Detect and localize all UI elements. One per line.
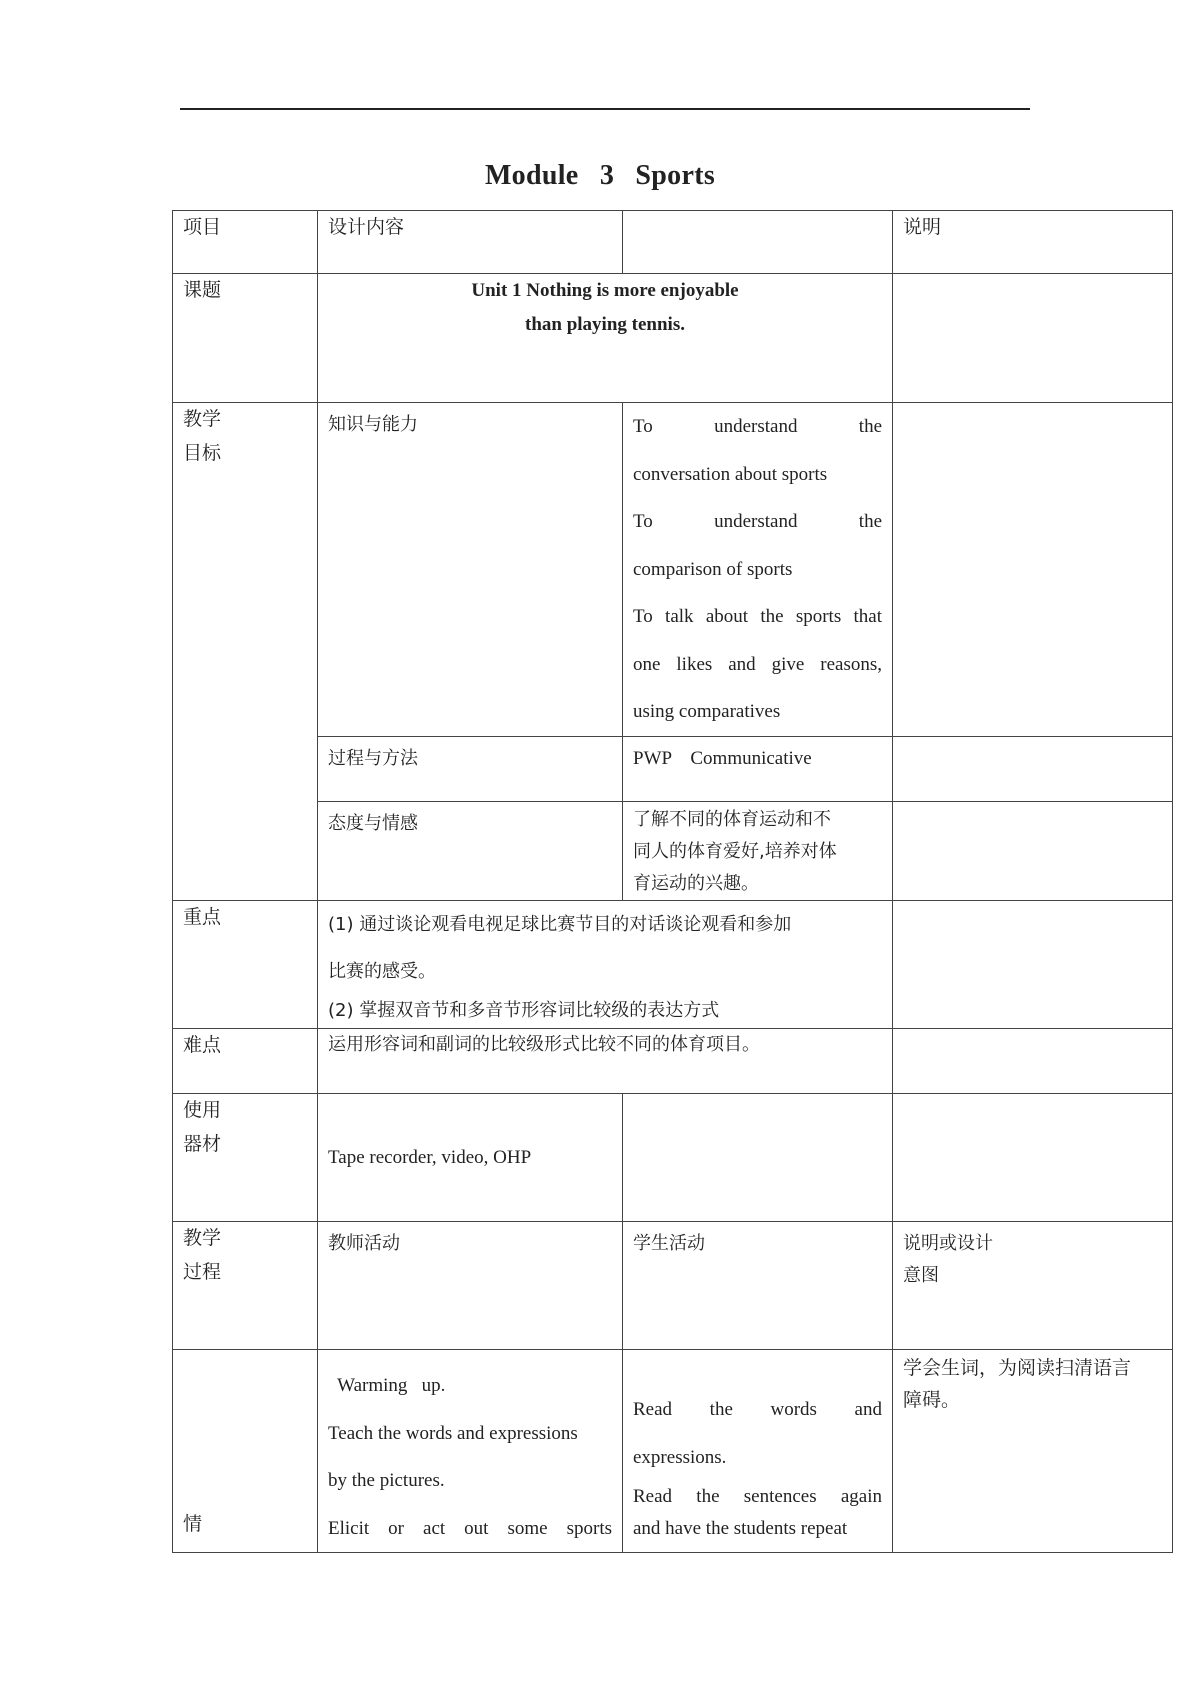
- equipment-empty: [623, 1094, 893, 1222]
- scenario-teacher-line: Warming up.: [328, 1375, 446, 1396]
- scenario-student: [623, 1350, 893, 1553]
- procedure-label-line-2: 过程: [183, 1262, 222, 1283]
- difficulty-content: [318, 1029, 893, 1094]
- knowledge-line: To talk about the sports that: [633, 606, 882, 627]
- equipment-value: Tape recorder, video, OHP: [328, 1146, 532, 1168]
- attitude-label-cell: [318, 802, 623, 901]
- knowledge-line: one likes and give reasons,: [633, 653, 882, 675]
- unit-title: [318, 274, 893, 403]
- key-point-line: (2) 掌握双音节和多音节形容词比较级的表达方式: [328, 1000, 720, 1021]
- document-title: Module 3 Sports: [484, 160, 716, 191]
- teacher-activity-cell: [318, 1222, 623, 1350]
- difficulty-value: 运用形容词和副词的比较级形式比较不同的体育项目。: [328, 1034, 760, 1055]
- procedure-label: [173, 1222, 318, 1350]
- design-notes-line: 意图: [903, 1265, 939, 1286]
- scenario-label: 情: [173, 1350, 318, 1553]
- procedure-row: [173, 1222, 1173, 1350]
- objectives-attitude-row: [173, 802, 1173, 901]
- objectives-knowledge-row: [173, 403, 1173, 737]
- scenario-teacher-line: Elicit or act out some sports: [328, 1517, 612, 1539]
- equipment-label-line-1: 使用: [183, 1100, 222, 1121]
- attitude-line: 同人的体育爱好,培养对体: [633, 841, 837, 862]
- scenario-teacher-line: Teach the words and expressions: [328, 1422, 578, 1444]
- header-item: 项目: [173, 211, 318, 274]
- student-activity-label: 学生活动: [633, 1233, 705, 1254]
- scenario-row: [173, 1350, 1173, 1553]
- scenario-student-line: Read the words and: [633, 1399, 882, 1420]
- scenario-teacher-line: by the pictures.: [328, 1470, 445, 1491]
- key-points-label: 重点: [173, 901, 318, 1029]
- knowledge-line: To understand the: [633, 511, 882, 532]
- attitude-notes: [893, 802, 1173, 901]
- knowledge-label-cell: [318, 403, 623, 737]
- attitude-line: 了解不同的体育运动和不: [633, 809, 831, 830]
- header-row: [173, 211, 1173, 274]
- scenario-teacher: [318, 1350, 623, 1553]
- process-label-cell: [318, 737, 623, 802]
- key-points-content: [318, 901, 893, 1029]
- equipment-label-line-2: 器材: [183, 1134, 222, 1155]
- topic-row: [173, 274, 1173, 403]
- attitude-line: 育运动的兴趣。: [633, 873, 759, 894]
- key-points-notes: [893, 901, 1173, 1029]
- scenario-student-line: Read the sentences again: [633, 1486, 882, 1507]
- key-point-line: (1) 通过谈论观看电视足球比赛节目的对话谈论观看和参加: [328, 914, 792, 935]
- attitude-content: [623, 802, 893, 901]
- process-label: 过程与方法: [328, 748, 418, 769]
- difficulty-notes: [893, 1029, 1173, 1094]
- process-notes: [893, 737, 1173, 802]
- objectives-label-line-1: 教学: [183, 409, 222, 430]
- knowledge-label: 知识与能力: [328, 414, 418, 435]
- knowledge-line: using comparatives: [633, 701, 781, 722]
- design-notes-cell: [893, 1222, 1173, 1350]
- topic-label: 课题: [173, 274, 318, 403]
- scenario-note-line: 学会生词，为阅读扫清语言: [903, 1357, 1132, 1379]
- equipment-row: [173, 1094, 1173, 1222]
- knowledge-content: [623, 403, 893, 737]
- difficulty-label: 难点: [173, 1029, 318, 1094]
- process-value-cell: [623, 737, 893, 802]
- equipment-label: [173, 1094, 318, 1222]
- difficulty-row: [173, 1029, 1173, 1094]
- key-points-row: [173, 901, 1173, 1029]
- scenario-note-line: 障碍。: [903, 1389, 961, 1411]
- objectives-label-line-2: 目标: [183, 443, 222, 464]
- lesson-plan-table: [172, 210, 1173, 1553]
- objectives-label: [173, 403, 318, 901]
- attitude-label: 态度与情感: [328, 813, 418, 834]
- header-notes: 说明: [893, 211, 1173, 274]
- student-activity-cell: [623, 1222, 893, 1350]
- knowledge-line: To understand the: [633, 416, 882, 437]
- header-empty: [623, 211, 893, 274]
- header-design-content: 设计内容: [318, 211, 623, 274]
- equipment-value-cell: [318, 1094, 623, 1222]
- procedure-label-line-1: 教学: [183, 1228, 222, 1249]
- key-point-line: 比赛的感受。: [328, 961, 436, 982]
- knowledge-line: conversation about sports: [633, 463, 828, 485]
- unit-title-line-1: Unit 1 Nothing is more enjoyable: [471, 280, 739, 301]
- unit-title-line-2: than playing tennis.: [525, 314, 685, 335]
- knowledge-notes: [893, 403, 1173, 737]
- equipment-notes: [893, 1094, 1173, 1222]
- teacher-activity-label: 教师活动: [328, 1233, 400, 1254]
- scenario-student-line: and have the students repeat: [633, 1518, 848, 1539]
- objectives-process-row: [173, 737, 1173, 802]
- design-notes-line: 说明或设计: [903, 1233, 993, 1254]
- process-value: PWP Communicative: [633, 748, 812, 769]
- scenario-notes: [893, 1350, 1173, 1553]
- knowledge-line: comparison of sports: [633, 558, 793, 580]
- header-rule: [180, 108, 1030, 110]
- topic-notes: [893, 274, 1173, 403]
- scenario-student-line: expressions.: [633, 1446, 727, 1468]
